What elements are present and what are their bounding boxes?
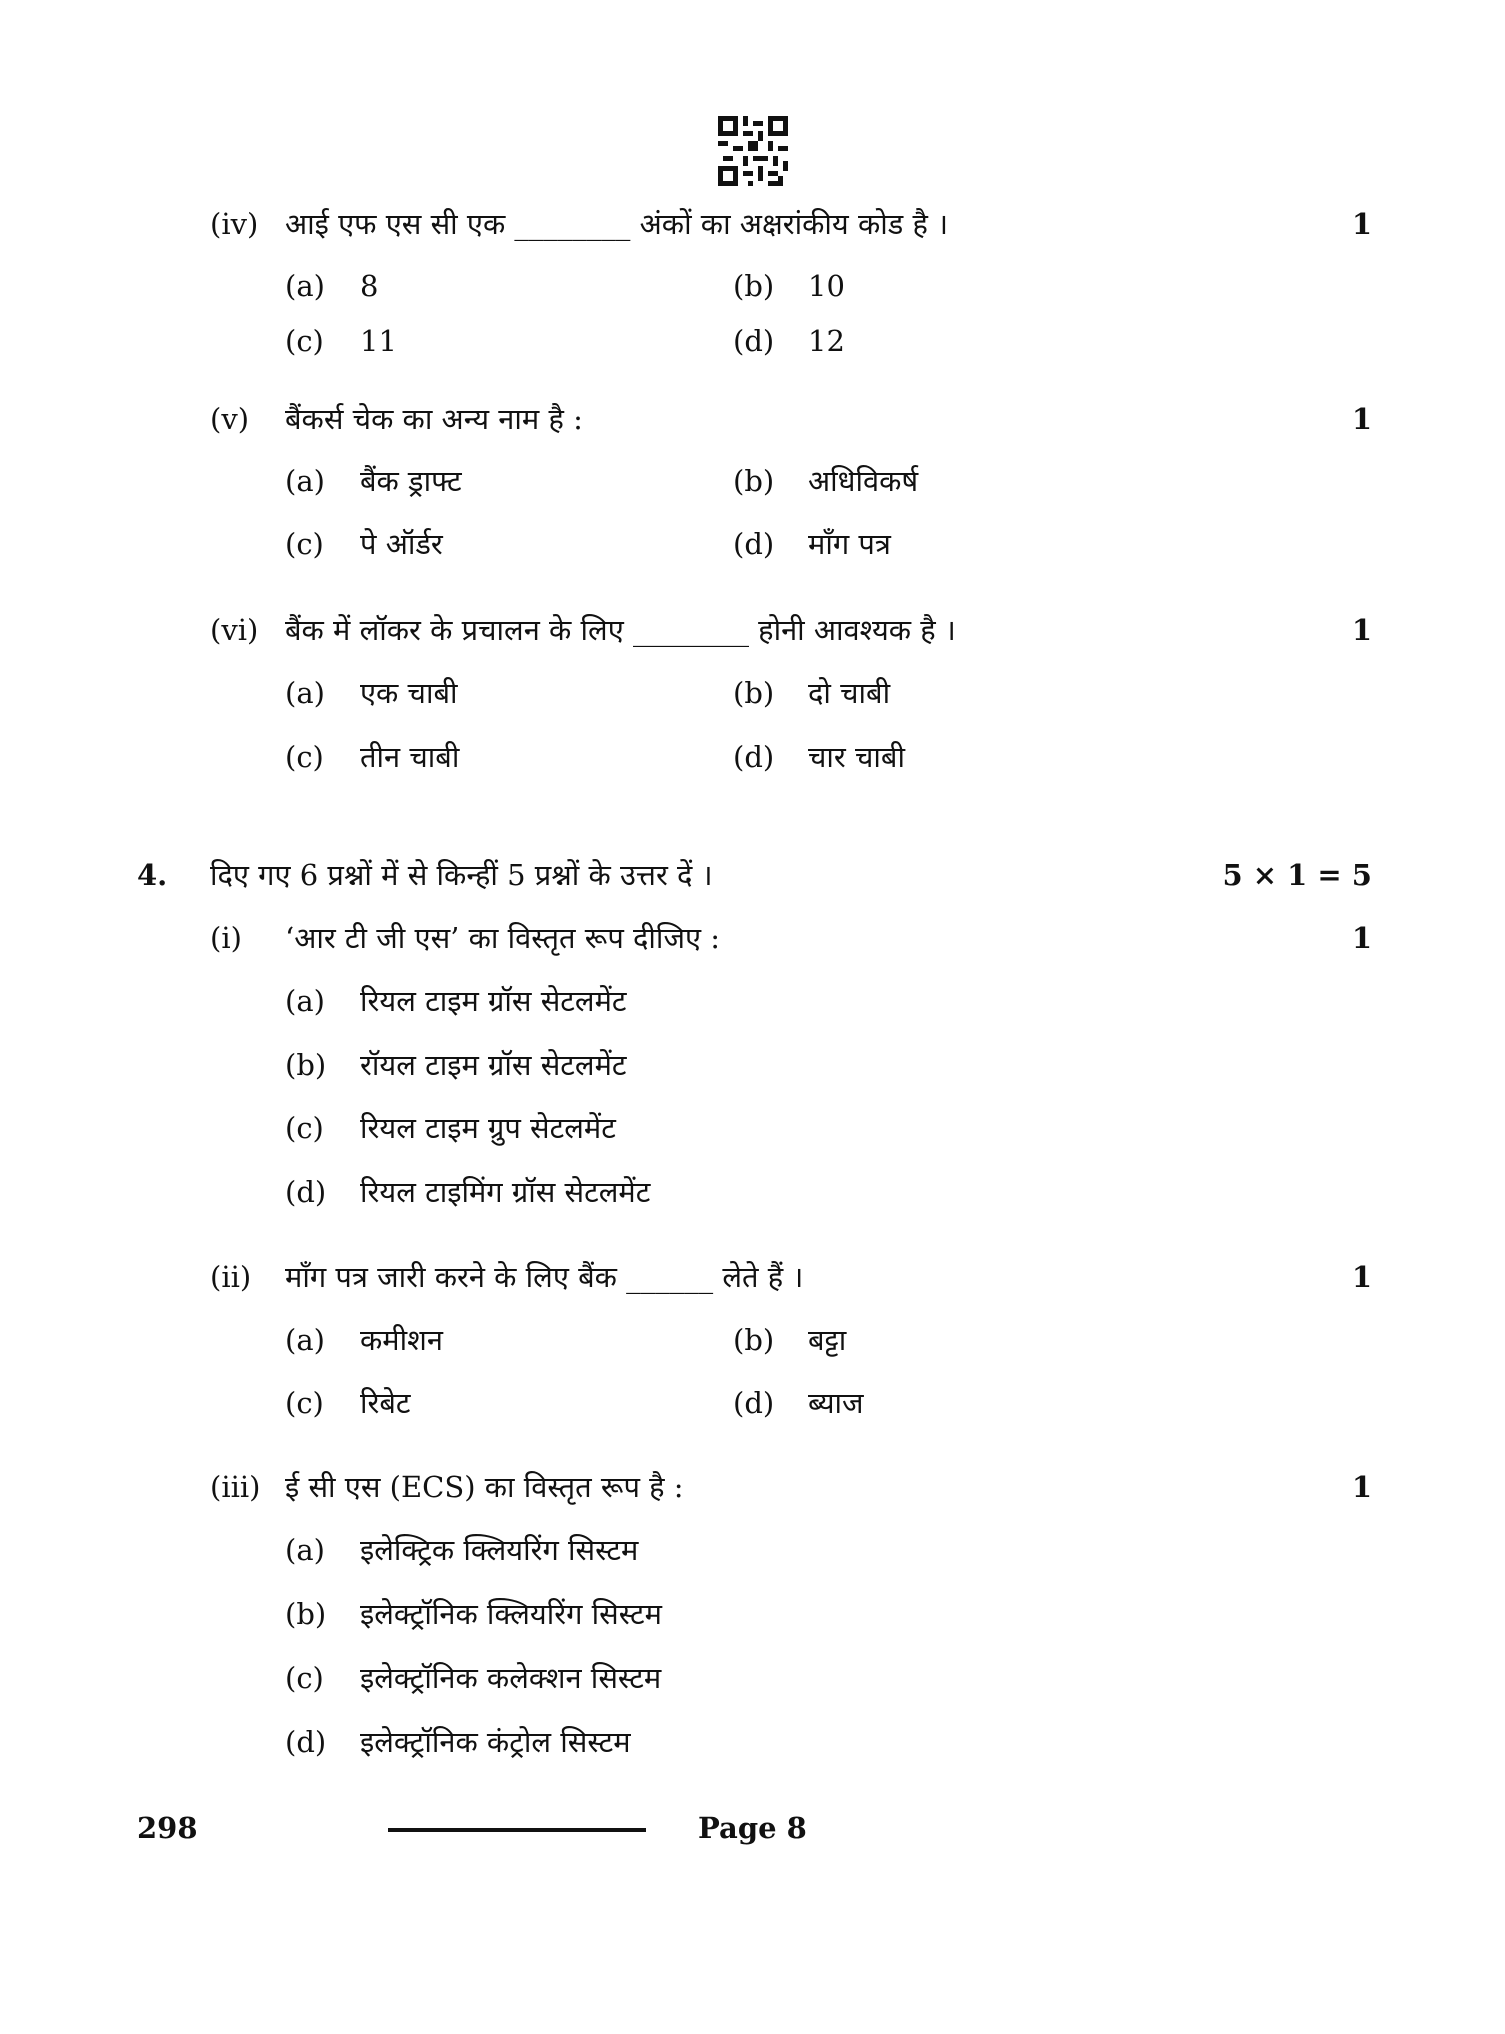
option-label: (d) xyxy=(285,1175,327,1209)
option-text: बैंक ड्राफ्ट xyxy=(360,464,462,498)
option-text: माँग पत्र xyxy=(808,527,891,561)
question-number: (vi) xyxy=(210,613,259,647)
question-number: (iv) xyxy=(210,207,259,241)
option-text: 8 xyxy=(360,269,379,303)
question-marks: 1 xyxy=(1351,207,1372,241)
option-text: एक चाबी xyxy=(360,676,458,710)
paper-code: 298 xyxy=(137,1811,198,1845)
question-stem: आई एफ एस सी एक ________ अंकों का अक्षरांकीय कोड है । xyxy=(285,207,949,241)
option-text: रॉयल टाइम ग्रॉस सेटलमेंट xyxy=(360,1048,627,1082)
question-number: (ii) xyxy=(210,1260,252,1294)
option-text: तीन चाबी xyxy=(360,740,460,774)
option-label: (c) xyxy=(285,324,324,358)
option-text: इलेक्ट्रॉनिक कलेक्शन सिस्टम xyxy=(360,1661,662,1695)
option-text: इलेक्ट्रॉनिक कंट्रोल सिस्टम xyxy=(360,1725,631,1759)
option-label: (d) xyxy=(733,1386,775,1420)
question-stem: बैंकर्स चेक का अन्य नाम है : xyxy=(285,402,583,436)
option-text: कमीशन xyxy=(360,1323,443,1357)
qr-code-icon xyxy=(718,116,788,186)
option-label: (d) xyxy=(285,1725,327,1759)
question-marks: 1 xyxy=(1351,1260,1372,1294)
option-text: बट्टा xyxy=(808,1323,847,1357)
option-label: (b) xyxy=(733,464,775,498)
option-label: (c) xyxy=(285,1111,324,1145)
option-label: (b) xyxy=(285,1048,327,1082)
option-label: (b) xyxy=(733,676,775,710)
question-stem: माँग पत्र जारी करने के लिए बैंक ______ लेते हैं । xyxy=(285,1260,804,1294)
question-marks: 1 xyxy=(1351,1470,1372,1504)
option-label: (c) xyxy=(285,527,324,561)
section-marks: 5 × 1 = 5 xyxy=(1222,858,1372,892)
option-label: (b) xyxy=(733,1323,775,1357)
option-text: रियल टाइम ग्रुप सेटलमेंट xyxy=(360,1111,616,1145)
option-text: रिबेट xyxy=(360,1386,411,1420)
footer-rule xyxy=(388,1828,646,1832)
option-label: (b) xyxy=(285,1597,327,1631)
option-text: रियल टाइमिंग ग्रॉस सेटलमेंट xyxy=(360,1175,651,1209)
section-instruction: दिए गए 6 प्रश्नों में से किन्हीं 5 प्रश्नों के उत्तर दें । xyxy=(210,858,713,892)
question-marks: 1 xyxy=(1351,921,1372,955)
option-text: इलेक्ट्रॉनिक क्लियरिंग सिस्टम xyxy=(360,1597,662,1631)
option-label: (a) xyxy=(285,984,325,1018)
option-label: (c) xyxy=(285,1386,324,1420)
option-label: (d) xyxy=(733,324,775,358)
option-text: इलेक्ट्रिक क्लियरिंग सिस्टम xyxy=(360,1533,639,1567)
option-text: रियल टाइम ग्रॉस सेटलमेंट xyxy=(360,984,627,1018)
section-number: 4. xyxy=(137,858,168,892)
option-text: अधिविकर्ष xyxy=(808,464,919,498)
option-label: (c) xyxy=(285,740,324,774)
option-label: (a) xyxy=(285,1533,325,1567)
page-number: Page 8 xyxy=(698,1811,807,1845)
question-marks: 1 xyxy=(1351,402,1372,436)
option-text: 11 xyxy=(360,324,397,358)
option-label: (a) xyxy=(285,1323,325,1357)
option-label: (a) xyxy=(285,676,325,710)
option-text: पे ऑर्डर xyxy=(360,527,443,561)
option-text: 10 xyxy=(808,269,845,303)
option-label: (c) xyxy=(285,1661,324,1695)
option-label: (b) xyxy=(733,269,775,303)
question-stem: ई सी एस (ECS) का विस्तृत रूप है : xyxy=(285,1470,684,1504)
question-stem: ‘आर टी जी एस’ का विस्तृत रूप दीजिए : xyxy=(285,921,720,955)
option-text: चार चाबी xyxy=(808,740,906,774)
question-stem: बैंक में लॉकर के प्रचालन के लिए ________ होनी आवश्यक है । xyxy=(285,613,956,647)
option-label: (d) xyxy=(733,527,775,561)
question-number: (i) xyxy=(210,921,242,955)
option-label: (a) xyxy=(285,269,325,303)
question-number: (v) xyxy=(210,402,250,436)
option-text: ब्याज xyxy=(808,1386,864,1420)
question-number: (iii) xyxy=(210,1470,261,1504)
option-text: दो चाबी xyxy=(808,676,891,710)
question-marks: 1 xyxy=(1351,613,1372,647)
option-text: 12 xyxy=(808,324,845,358)
option-label: (d) xyxy=(733,740,775,774)
option-label: (a) xyxy=(285,464,325,498)
